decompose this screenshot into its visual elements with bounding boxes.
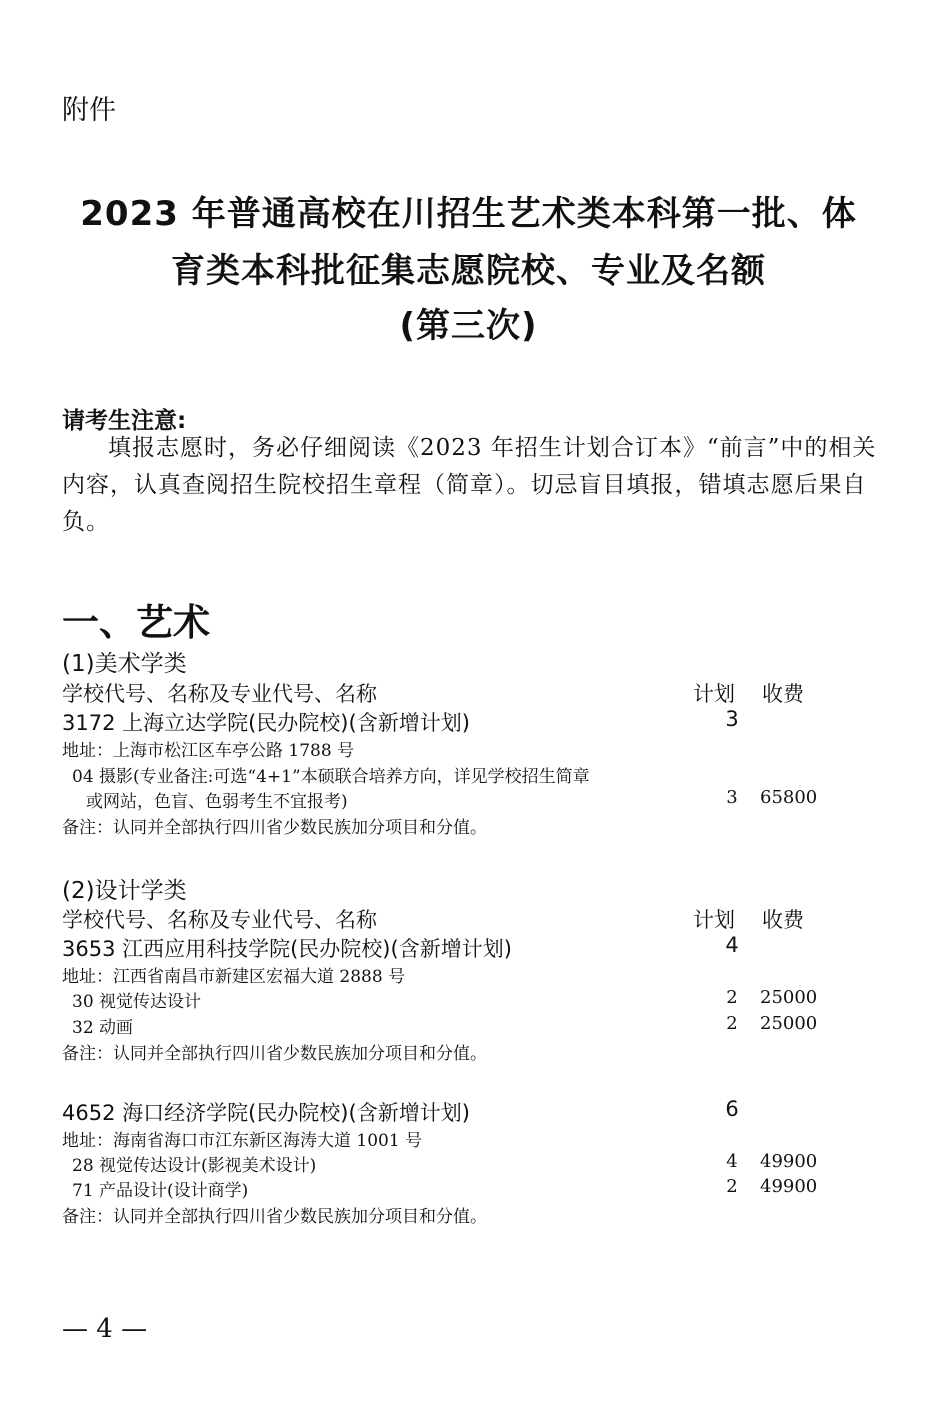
- column-header-school: 学校代号、名称及专业代号、名称: [62, 908, 377, 932]
- school-code-name: 4652 海口经济学院(民办院校)(含新增计划): [62, 1101, 470, 1125]
- attachment-label: 附件: [62, 95, 116, 126]
- major-plan: 2: [726, 1176, 738, 1197]
- school-remark: 备注：认同并全部执行四川省少数民族加分项目和分值。: [62, 818, 487, 838]
- column-header-fee: 收费: [762, 682, 804, 706]
- notice-body: 填报志愿时，务必仔细阅读《2023 年招生计划合订本》“前言”中的相关内容，认真查阅招生院校招生章程（简章）。切忌盲目填报，错填志愿后果自负。: [62, 435, 877, 535]
- page-number: — 4 —: [62, 1314, 148, 1344]
- document-title-line-3: (第三次): [399, 306, 538, 346]
- major-plan: 3: [726, 787, 738, 808]
- school-address: 地址：江西省南昌市新建区宏福大道 2888 号: [62, 967, 406, 987]
- major-line: 04 摄影(专业备注:可选“4+1”本硕联合培养方向，详见学校招生简章: [72, 767, 590, 787]
- major-fee: 65800: [760, 787, 818, 808]
- column-header-plan: 计划: [693, 682, 735, 706]
- category-heading: (2)设计学类: [62, 878, 187, 904]
- column-header-fee: 收费: [762, 908, 804, 932]
- major-plan: 2: [726, 1013, 738, 1034]
- school-code-name: 3172 上海立达学院(民办院校)(含新增计划): [62, 711, 470, 735]
- major-fee: 25000: [760, 987, 818, 1008]
- school-code-name: 3653 江西应用科技学院(民办院校)(含新增计划): [62, 937, 512, 961]
- school-plan: 6: [725, 1097, 739, 1121]
- school-address: 地址：海南省海口市江东新区海涛大道 1001 号: [62, 1131, 423, 1151]
- major-plan: 4: [726, 1151, 738, 1172]
- school-address: 地址：上海市松江区车亭公路 1788 号: [62, 741, 355, 761]
- document-title-line-1: 2023 年普通高校在川招生艺术类本科第一批、体: [80, 194, 857, 234]
- major-line: 30 视觉传达设计: [72, 992, 202, 1012]
- major-line-continued: 或网站，色盲、色弱考生不宜报考): [86, 792, 348, 812]
- school-remark: 备注：认同并全部执行四川省少数民族加分项目和分值。: [62, 1044, 487, 1064]
- school-remark: 备注：认同并全部执行四川省少数民族加分项目和分值。: [62, 1207, 487, 1227]
- column-header-school: 学校代号、名称及专业代号、名称: [62, 682, 377, 706]
- major-fee: 49900: [760, 1151, 818, 1172]
- school-plan: 4: [725, 933, 739, 957]
- major-line: 71 产品设计(设计商学): [72, 1181, 249, 1201]
- major-line: 32 动画: [72, 1018, 134, 1038]
- notice-heading: 请考生注意:: [62, 408, 187, 434]
- major-fee: 25000: [760, 1013, 818, 1034]
- category-heading: (1)美术学类: [62, 651, 187, 677]
- column-header-plan: 计划: [693, 908, 735, 932]
- section-heading: 一、艺术: [62, 601, 210, 644]
- major-fee: 49900: [760, 1176, 818, 1197]
- major-plan: 2: [726, 987, 738, 1008]
- document-title-line-2: 育类本科批征集志愿院校、专业及名额: [171, 251, 766, 291]
- school-plan: 3: [725, 707, 739, 731]
- major-line: 28 视觉传达设计(影视美术设计): [72, 1156, 317, 1176]
